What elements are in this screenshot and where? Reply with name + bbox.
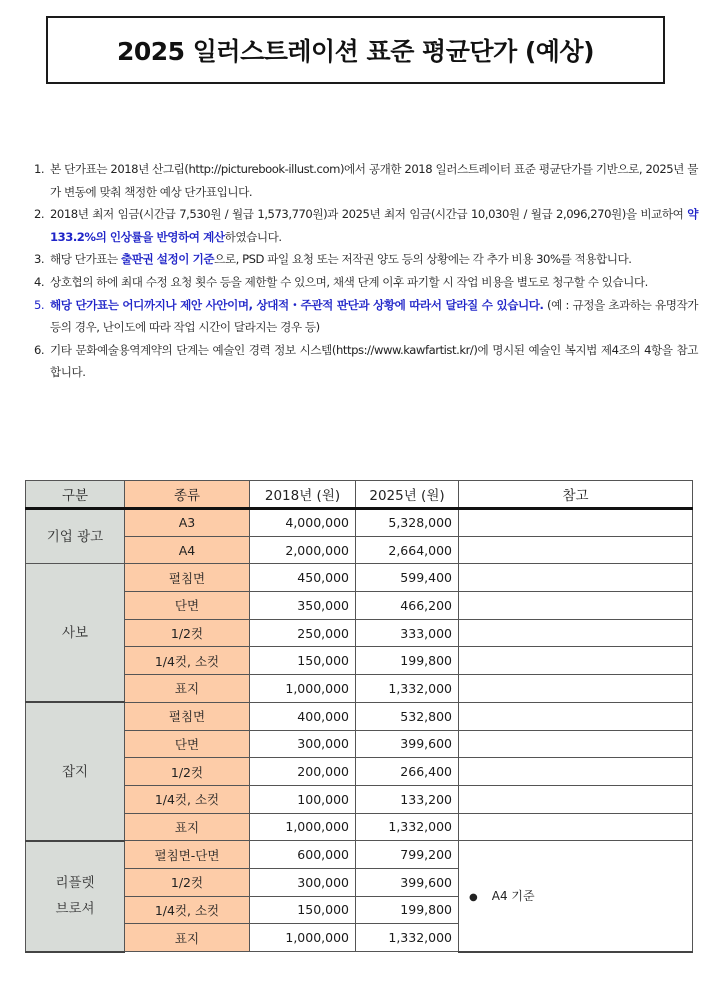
group-label: 사보 [26,564,125,702]
title-box [46,16,665,84]
note-cell [459,675,693,703]
note-cell [459,536,693,564]
price-2018: 250,000 [250,619,356,647]
note-text: 으로, PSD 파일 요청 또는 저작권 양도 등의 상황에는 각 추가 비용 30%를 적용합니다. [214,252,632,267]
note-number: 3. [34,252,45,267]
kind-cell: 1/2컷 [125,619,250,647]
price-2018: 1,000,000 [250,675,356,703]
price-table [25,480,693,953]
note-highlight: 출판권 설정이 기준 [120,252,215,267]
note-text: (예 : 규정을 초과하는 유명작가 등의 경우, 난이도에 따라 작업 시간이 달라지는 경우 등) [50,297,698,335]
table-row [26,758,693,786]
note-text: 하였습니다. [224,229,282,244]
table-row [26,592,693,620]
table-row [26,841,693,869]
notes-list [22,158,698,384]
table-row [26,785,693,813]
price-2018: 300,000 [250,868,356,896]
kind-cell: 단면 [125,592,250,620]
price-2025: 266,400 [356,758,459,786]
price-2025: 399,600 [356,868,459,896]
note-text: 상호협의 하에 최대 수정 요청 횟수 등을 제한할 수 있으며, 채색 단계 이후 파기할 시 작업 비용을 별도로 청구할 수 있습니다. [50,274,648,289]
table-header-row [26,481,693,509]
header-kind: 종류 [125,481,250,509]
note-number: 4. [34,274,45,289]
price-2018: 1,000,000 [250,924,356,952]
group-label-line: 리플렛 [55,875,95,892]
group-label: 잡지 [26,702,125,840]
table-row [26,675,693,703]
price-2018: 150,000 [250,647,356,675]
note-number: 5. [34,297,45,312]
note-cell [459,647,693,675]
note-text: 본 단가표는 2018년 산그림(http://picturebook-illust.com)에서 공개한 2018 일러스트레이터 표준 평균단가를 기반으로, 2025년 물가 변동에 맞춰 책정한 예상 단가표입니다. [50,162,698,199]
price-2018: 1,000,000 [250,813,356,841]
note-cell [459,702,693,730]
header-2025: 2025년 (원) [356,481,459,509]
kind-cell: 펼침면 [125,702,250,730]
note-highlight: 약 133.2%의 인상률을 반영하여 계산 [50,207,698,244]
page-title: 2025 일러스트레이션 표준 평균단가 (예상) [117,37,594,66]
note-cell [459,730,693,758]
price-2025: 399,600 [356,730,459,758]
note-cell [459,813,693,841]
note-cell [459,841,693,952]
note-item [22,294,698,339]
header-note: 참고 [459,481,693,509]
kind-cell: 표지 [125,813,250,841]
price-2018: 400,000 [250,702,356,730]
kind-cell: 표지 [125,924,250,952]
note-item [22,158,698,203]
price-2018: 4,000,000 [250,509,356,537]
price-2018: 350,000 [250,592,356,620]
note-cell [459,619,693,647]
price-2018: 100,000 [250,785,356,813]
kind-cell: 펼침면-단면 [125,841,250,869]
price-2018: 200,000 [250,758,356,786]
price-2018: 450,000 [250,564,356,592]
note-highlight: 해당 단가표는 어디까지나 제안 사안이며, 상대적・주관적 판단과 상황에 따라서 달라질 수 있습니다. [50,297,544,312]
note-cell [459,564,693,592]
note-text: 기타 문화예술용역계약의 단계는 예술인 경력 정보 시스템(https://www.kawfartist.kr/)에 명시된 예술인 복지법 제4조의 4항을 참고합니다. [50,342,698,380]
price-2025: 199,800 [356,896,459,924]
kind-cell: 1/4컷, 소컷 [125,896,250,924]
price-2025: 199,800 [356,647,459,675]
price-2018: 300,000 [250,730,356,758]
note-item [22,339,698,384]
price-2025: 333,000 [356,619,459,647]
price-2025: 599,400 [356,564,459,592]
kind-cell: A3 [125,509,250,537]
table-row [26,619,693,647]
price-2025: 532,800 [356,702,459,730]
price-2025: 5,328,000 [356,509,459,537]
kind-cell: 1/4컷, 소컷 [125,647,250,675]
price-2018: 600,000 [250,841,356,869]
note-number: 1. [34,162,45,176]
kind-cell: 펼침면 [125,564,250,592]
price-2025: 466,200 [356,592,459,620]
group-label-line: 브로셔 [55,901,95,918]
header-2018: 2018년 (원) [250,481,356,509]
note-cell [459,592,693,620]
note-text: A4 기준 [491,889,535,904]
note-item [22,203,698,248]
table-row [26,813,693,841]
note-text: 해당 단가표는 [50,252,121,267]
kind-cell: 1/2컷 [125,868,250,896]
price-2025: 133,200 [356,785,459,813]
kind-cell: 단면 [125,730,250,758]
group-label [26,841,125,952]
note-number: 2. [34,207,45,222]
price-2025: 1,332,000 [356,813,459,841]
table-row [26,730,693,758]
table-row [26,564,693,592]
note-number: 6. [34,342,45,357]
price-2025: 1,332,000 [356,675,459,703]
table-row [26,536,693,564]
table-row [26,647,693,675]
note-item [22,248,698,271]
price-2025: 799,200 [356,841,459,869]
bullet-icon: ● [469,892,478,904]
kind-cell: 1/2컷 [125,758,250,786]
note-cell [459,758,693,786]
kind-cell: 1/4컷, 소컷 [125,785,250,813]
price-2025: 2,664,000 [356,536,459,564]
note-item [22,271,698,294]
price-2025: 1,332,000 [356,924,459,952]
note-cell [459,509,693,537]
table-row [26,702,693,730]
note-cell [459,785,693,813]
kind-cell: A4 [125,536,250,564]
kind-cell: 표지 [125,675,250,703]
price-2018: 150,000 [250,896,356,924]
header-category: 구분 [26,481,125,509]
price-2018: 2,000,000 [250,536,356,564]
note-text: 2018년 최저 임금(시간급 7,530원 / 월급 1,573,770원)과 2025년 최저 임금(시간급 10,030원 / 월급 2,096,270원)을 비교하여 [50,207,688,222]
group-label: 기업 광고 [26,509,125,564]
table-row [26,509,693,537]
